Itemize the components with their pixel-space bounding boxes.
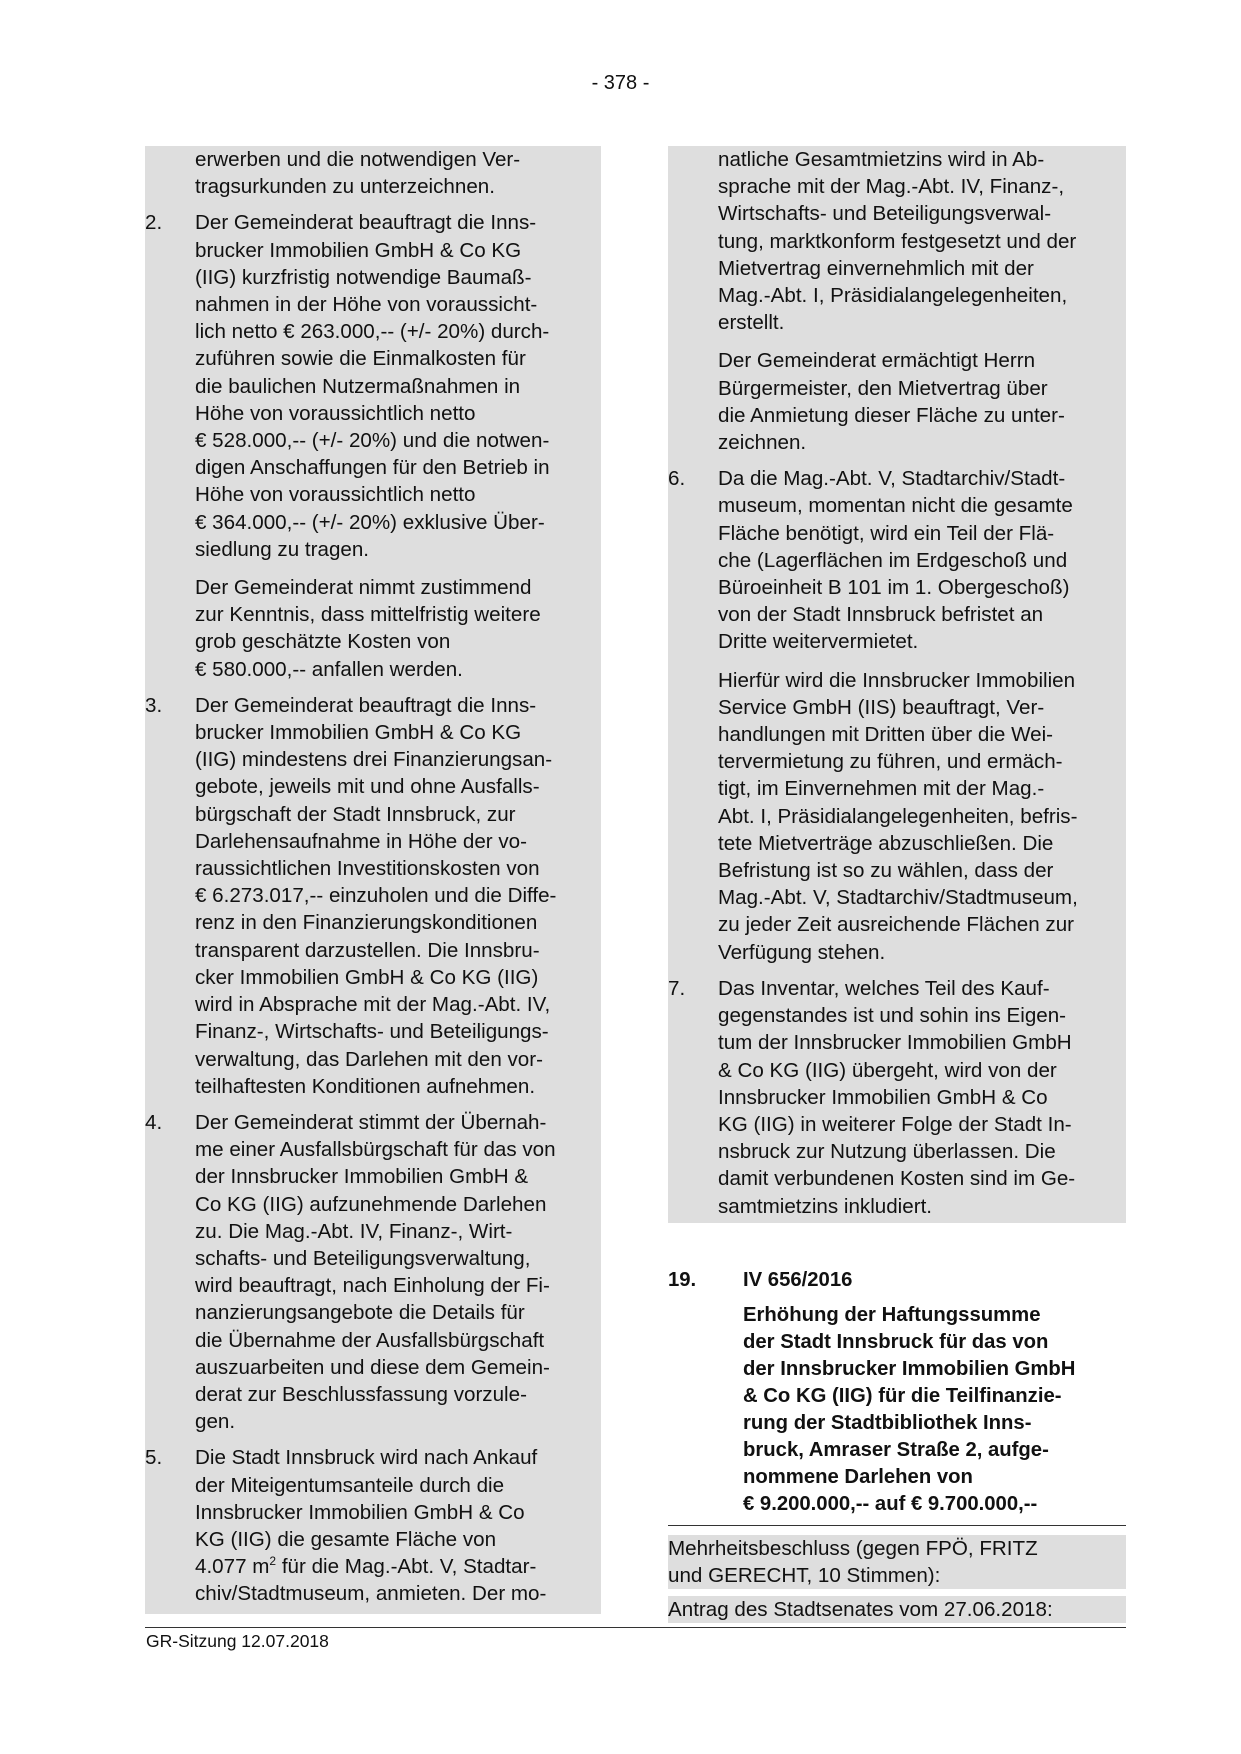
list-item-3 (145, 692, 601, 1100)
list-item-6 (668, 465, 1126, 655)
item-number: 4. (145, 1110, 163, 1134)
agenda-title: Erhöhung der Haftungssumme der Stadt Innsbruck für das von der Innsbrucker Immobilien GmbH & Co KG (IIG) für die Teilfinanzie- rung der Stadtbibliothek Inns- bruck, Amraser Straße 2, aufge- nommene Darlehen von € 9.200.000,-- auf € 9.700.000,-- (743, 1303, 1076, 1515)
list-item-4 (145, 1109, 601, 1435)
list-item-5 (145, 1444, 601, 1607)
item-number: 5. (145, 1446, 163, 1470)
right-text-block (668, 146, 1126, 1223)
left-text-block (145, 146, 601, 1614)
area-line: 4.077 $m^2$ für die Mag.-Abt. V, Stadtar- (195, 1554, 537, 1579)
right-column (668, 146, 1126, 1623)
item-number: 7. (668, 976, 686, 1000)
item-number: 3. (145, 693, 163, 717)
authorization-paragraph: Der Gemeinderat ermächtigt Herrn Bürgermeister, den Mietvertrag über die Anmietung dieser Fläche zu unter- zeichnen. (718, 349, 1065, 455)
continued-text: natliche Gesamtmietzins wird in Ab- sprache mit der Mag.-Abt. IV, Finanz-, Wirtschafts- und Beteiligungsverwal- tung, marktkonform festgesetzt und der Mietvertrag einvernehmlich mit der Mag.-Abt. I, Präsidialangelegenheiten, erstellt. (718, 148, 1077, 335)
footer-divider (145, 1627, 1126, 1628)
left-column (145, 146, 601, 1614)
page-number: - 378 - (591, 72, 650, 94)
item-text: Der Gemeinderat beauftragt die Inns- brucker Immobilien GmbH & Co KG (IIG) mindestens drei Finanzierungsan- gebote, jeweils mit und ohne Ausfalls- bürgschaft der Stadt Innsbruck, zur Darlehensaufnahme in Höhe der vo- raussichtlichen Investitionskosten von € 6.273.017,-- einzuholen und die Diffe- renz in den Finanzierungskonditionen transparent darzustellen. Die Innsbru- cker Immobilien GmbH & Co KG (IIG) wird in Absprache mit der Mag.-Abt. IV, Finanz-, Wirtschafts- und Beteiligungs- verwaltung, das Darlehen mit den vor- teilhaftesten Konditionen aufnehmen. (195, 693, 557, 1098)
item-text: Der Gemeinderat stimmt der Übernah- me einer Ausfallsbürgschaft für das von der Innsbrucker Immobilien GmbH & Co KG (IIG) aufzunehmende Darlehen zu. Die Mag.-Abt. IV, Finanz-, Wirt- schafts- und Beteiligungsverwaltung, wird beauftragt, nach Einholung der Fi- nanzierungsangebote die Details für die Übernahme der Ausfallsbürgschaft auszuarbeiten und diese dem Gemein- derat zur Beschlussfassung vorzule- gen. (195, 1110, 556, 1434)
item-2-paragraph: Der Gemeinderat nimmt zustimmend zur Kenntnis, dass mittelfristig weitere grob geschätzte Kosten von € 580.000,-- anfallen werden. (195, 576, 541, 681)
continued-text: erwerben und die notwendigen Ver- tragsurkunden zu unterzeichnen. (195, 148, 521, 199)
agenda-number: 19. (668, 1268, 697, 1291)
item-text: Da die Mag.-Abt. V, Stadtarchiv/Stadt- museum, momentan nicht die gesamte Fläche benötigt, wird ein Teil der Flä- che (Lagerflächen im Erdgeschoß und Büroeinheit B 101 im 1. Obergeschoß) von der Stadt Innsbruck befristet an Dritte weitervermietet. (718, 467, 1073, 654)
heading-divider (668, 1525, 1126, 1526)
item-text: Der Gemeinderat beauftragt die Inns- brucker Immobilien GmbH & Co KG (IIG) kurzfristig notwendige Baumaß- nahmen in der Höhe von voraussicht- lich netto € 263.000,-- (+/- 20%) durch- zuführen sowie die Einmalkosten für die baulichen Nutzermaßnahmen in Höhe von voraussichtlich netto € 528.000,-- (+/- 20%) und die notwen- digen Anschaffungen für den Betrieb in Höhe von voraussichtlich netto € 364.000,-- (+/- 20%) exklusive Über- siedlung zu tragen. (195, 211, 550, 561)
item-number: 2. (145, 211, 163, 235)
agenda-reference: IV 656/2016 (743, 1268, 853, 1291)
item-number: 6. (668, 467, 686, 491)
footer-session: GR-Sitzung 12.07.2018 (146, 1631, 329, 1651)
motion-line: Antrag des Stadtsenates vom 27.06.2018: (668, 1596, 1126, 1623)
item-text: Das Inventar, welches Teil des Kauf- gegenstandes ist und sohin ins Eigen- tum der Innsbrucker Immobilien GmbH & Co KG (IIG) übergeht, wird von der Innsbrucker Immobilien GmbH & Co KG (IIG) in weiterer Folge der Stadt In- nsbruck zur Nutzung überlassen. Die damit verbundenen Kosten sind im Ge- samtmietzins inkludiert. (718, 976, 1076, 1218)
agenda-heading (668, 1267, 1126, 1294)
list-item-7 (668, 975, 1126, 1220)
list-item-2 (145, 209, 601, 563)
item-text: Die Stadt Innsbruck wird nach Ankauf der Miteigentumsanteile durch die Innsbrucker Immobilien GmbH & Co KG (IIG) die gesamte Fläche von 4.077 $m^2$ für die Mag.-Abt. V, Stadtar- chiv/Stadtmuseum, anmieten. Der mo- (195, 1444, 601, 1607)
item-6-paragraph: Hierfür wird die Innsbrucker Immobilien Service GmbH (IIS) beauftragt, Ver- handlungen mit Dritten über die Wei- tervermietung zu führen, und ermäch- tigt, im Einvernehmen mit der Mag.- Abt. I, Präsidialangelegenheiten, befris- tete Mietverträge abzuschließen. Die Befristung ist so zu wählen, dass der Mag.-Abt. V, Stadtarchiv/Stadtmuseum, zu jeder Zeit ausreichende Flächen zur Verfügung stehen. (718, 668, 1078, 964)
vote-result: Mehrheitsbeschluss (gegen FPÖ, FRITZ und GERECHT, 10 Stimmen): (668, 1535, 1126, 1589)
